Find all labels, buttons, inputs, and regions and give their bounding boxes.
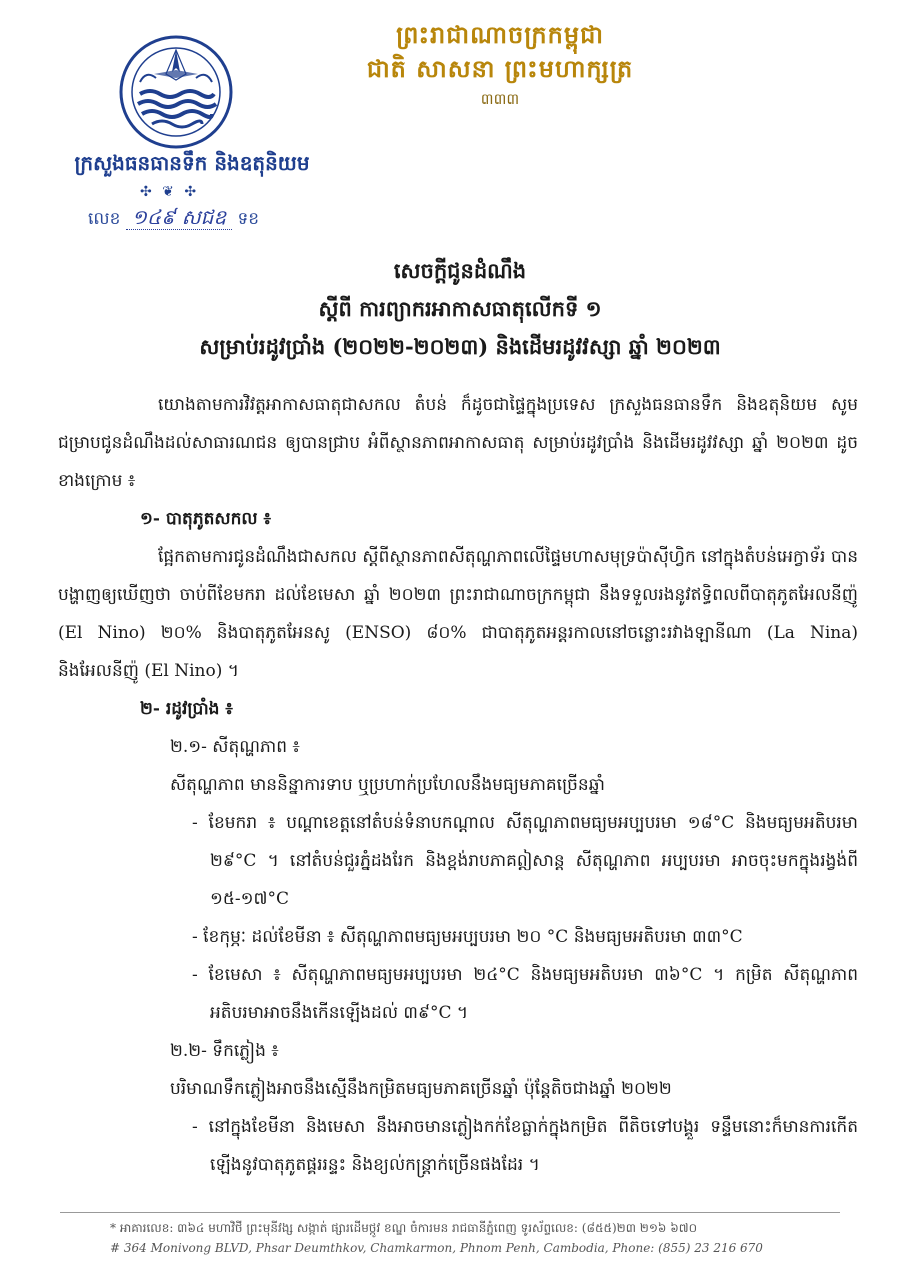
notice-period: សម្រាប់រដូវប្រាំង (២០២២-២០២៣) និងដើមរដូវវស្សា ឆ្នាំ ២០២៣ (199, 334, 721, 359)
list-item: - ខែមេសា ៖ សីតុណ្ហភាពមធ្យមអប្បបរមា ២៤°C និងមធ្យមអតិបរមា ៣៦°C ។ កម្រិត សីតុណ្ហភាពអតិបរមាអាចនឹងកើនឡើងដល់ ៣៩°C ។ (192, 965, 858, 1023)
ministry-ornament-icon: ✣ ❦ ✣ (140, 184, 200, 200)
kingdom-ornament: ៣៣៣ (480, 90, 520, 108)
intro-paragraph: យោងតាមការវិវត្តអាកាសធាតុជាសកល តំបន់ ក៏ដូចជាផ្ទៃក្នុងប្រទេស ក្រសួងធនធានទឹក និងឧតុនិយម សូមជម្រាបជូនដំណឹងដល់សាធារណជន ឲ្យបានជ្រាប អំពីស្ថានភាពអាកាសធាតុ សម្រាប់រដូវប្រាំង និងដើមរដូវវស្សា ឆ្នាំ ២០២៣ ដូចខាងក្រោម ៖ (58, 395, 858, 491)
reference-label: លេខ (88, 209, 121, 229)
section-2-2-text: បរិមាណទឹកភ្លៀងអាចនឹងស្មើនឹងកម្រិតមធ្យមភាគច្រើនឆ្នាំ ប៉ុន្តែតិចជាងឆ្នាំ ២០២២ (170, 1079, 672, 1099)
kingdom-title: ព្រះរាជាណាចក្រកម្ពុជា (396, 20, 604, 49)
notice-subject: ស្តីពី ការព្យាករអាកាសធាតុលើកទី ១ (318, 296, 602, 321)
reference-suffix: ទខ (237, 209, 260, 229)
section-1-text: ផ្អែកតាមការជូនដំណឹងជាសកល ស្តីពីស្ថានភាពសីតុណ្ហភាពលើផ្ទៃមហាសមុទ្រប៉ាស៊ីហ្វិក នៅក្នុងតំបន់អេក្វាទ័រ បានបង្ហាញឲ្យឃើញថា ចាប់ពីខែមករា ដល់ខែមេសា ឆ្នាំ ២០២៣ ព្រះរាជាណាចក្រកម្ពុជា នឹងទទួលរងនូវឥទ្ធិពលពីបាតុភូតអែលនីញ៉ូ (El Nino) ២០% និងបាតុភូតអែនសូ (ENSO) ៨០% ជាបាតុភូតអន្តរកាលនៅចន្លោះរវាងឡានីណា (La Nina) និងអែលនីញ៉ូ (El Nino) ។ (58, 547, 858, 681)
section-2-1-text: សីតុណ្ហភាព មាននិន្នាការទាប ឬប្រហាក់ប្រហែលនឹងមធ្យមភាគច្រើនឆ្នាំ (170, 775, 605, 795)
ministry-logo-icon (118, 34, 234, 150)
section-2-2-heading: ២.២- ទឹកភ្លៀង ៖ (170, 1041, 279, 1061)
footer-address (110, 1218, 810, 1258)
notice-body (58, 386, 858, 1184)
footer-address-kh: * អាគារលេខ: ៣៦៤ មហាវិថី ព្រះមុនីវង្ស សង្កាត់ ផ្សារដើមថ្កូវ ខណ្ឌ ចំការមន រាជធានីភ្នំពេញ ទូរស័ព្ទលេខ: (៨៥៥)២៣ ២១៦ ៦៧០ (110, 1221, 698, 1235)
list-item: - នៅក្នុងខែមីនា និងមេសា នឹងអាចមានភ្លៀងកក់ខែធ្លាក់ក្នុងកម្រិត ពីតិចទៅបង្គួរ ទន្ទឹមនោះក៏មានការកើតឡើងនូវបាតុភូតផ្គររន្ទះ និងខ្យល់កន្ត្រាក់ច្រើនផងដែរ ។ (192, 1117, 858, 1175)
list-item: - ខែកុម្ភៈ ដល់ខែមីនា ៖ សីតុណ្ហភាពមធ្យមអប្បបរមា ២០ °C និងមធ្យមអតិបរមា ៣៣°C (192, 927, 743, 947)
section-2-heading: ២- រដូវប្រាំង ៖ (140, 699, 233, 719)
footer-address-en: # 364 Monivong BLVD, Phsar Deumthkov, Chamkarmon, Phnom Penh, Cambodia, Phone: (855) 23 216 670 (110, 1241, 763, 1255)
section-1-heading: ១- បាតុភូតសកល ៖ (140, 509, 271, 529)
footer-divider (60, 1212, 840, 1213)
notice-titles (150, 252, 770, 366)
kingdom-header (290, 18, 710, 112)
section-2-1-heading: ២.១- សីតុណ្ហភាព ៖ (170, 737, 300, 757)
reference-number (88, 204, 259, 234)
reference-value: ១៤៩ សជឧ (126, 205, 232, 230)
ministry-name: ក្រសួងធនធានទឹក និងឧតុនិយម (74, 151, 310, 175)
notice-title: សេចក្តីជូនដំណឹង (393, 258, 527, 283)
list-item: - ខែមករា ៖ បណ្តាខេត្តនៅតំបន់ទំនាបកណ្តាល សីតុណ្ហភាពមធ្យមអប្បបរមា ១៨°C និងមធ្យមអតិបរមា ២៩°C ។ នៅតំបន់ជួរភ្នំដងរែក និងខ្ពង់រាបភាគឦសាន្ត សីតុណ្ហភាព អប្បបរមា អាចចុះមកក្នុងរង្វង់ពី ១៥-១៧°C (192, 813, 858, 909)
kingdom-motto: ជាតិ សាសនា ព្រះមហាក្សត្រ (366, 54, 634, 83)
